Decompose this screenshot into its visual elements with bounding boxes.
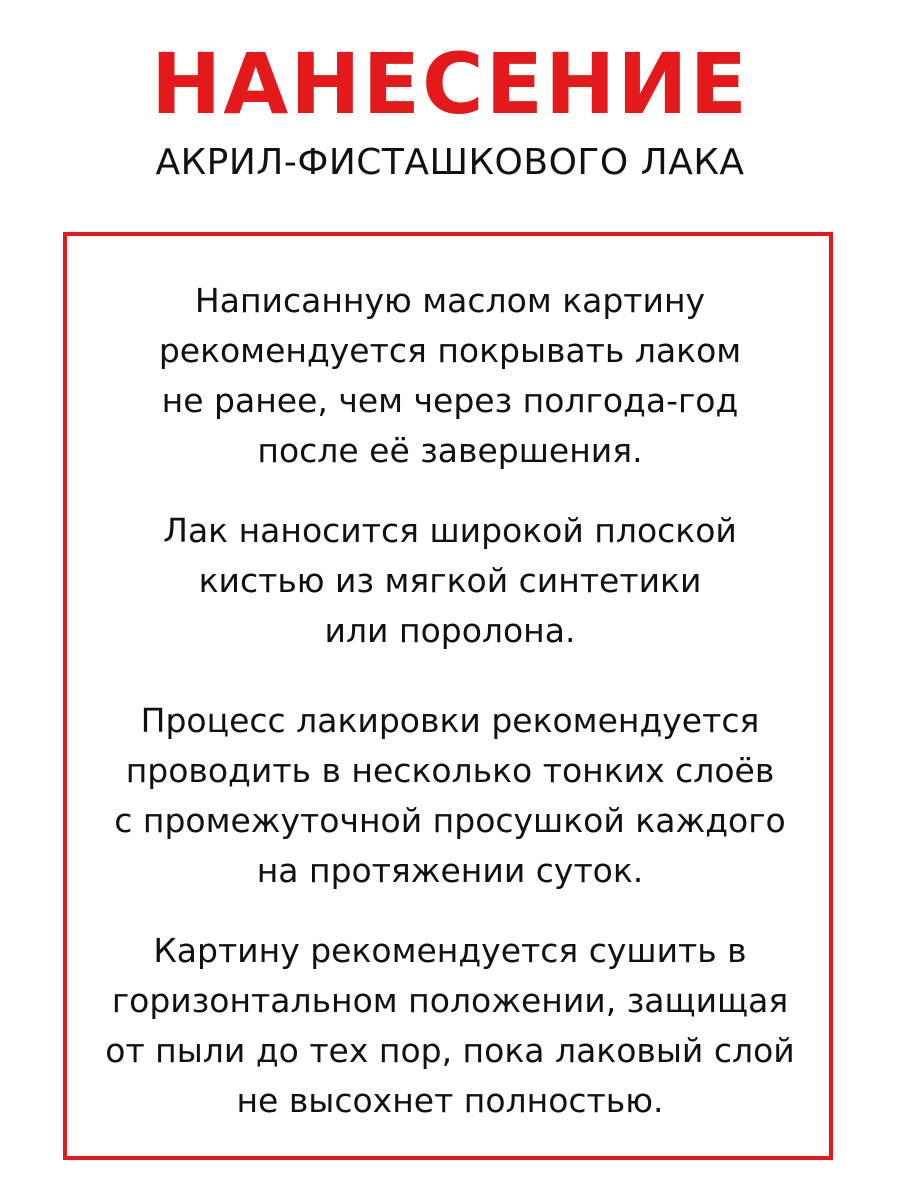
page-title: НАНЕСЕНИЕ xyxy=(150,35,749,133)
paragraph-line: кистью из мягкой синтетики xyxy=(198,561,702,600)
paragraph-line: не высохнет полностью. xyxy=(236,1081,664,1120)
paragraph-line: Картину рекомендуется сушить в xyxy=(153,931,747,970)
paragraph-line: Процесс лакировки рекомендуется xyxy=(140,701,760,740)
paragraph-line: горизонтальном положении, защищая xyxy=(111,981,789,1020)
paragraph-line: или поролона. xyxy=(324,611,576,650)
paragraph-drying xyxy=(0,926,900,1126)
paragraph-line: проводить в несколько тонких слоёв xyxy=(125,751,775,790)
paragraph-application-tools xyxy=(0,506,900,656)
paragraph-line: от пыли до тех пор, пока лаковый слой xyxy=(105,1031,795,1070)
paragraph-layering-process xyxy=(0,696,900,896)
page-subtitle: АКРИЛ-ФИСТАШКОВОГО ЛАКА xyxy=(155,142,745,183)
paragraph-varnish-timing xyxy=(0,276,900,476)
paragraph-line: с промежуточной просушкой каждого xyxy=(114,801,786,840)
paragraph-line: на протяжении суток. xyxy=(256,851,644,890)
paragraph-line: рекомендуется покрывать лаком xyxy=(158,331,742,370)
paragraph-line: Написанную маслом картину xyxy=(194,281,706,320)
paragraph-line: после её завершения. xyxy=(257,431,643,470)
paragraph-line: не ранее, чем через полгода-год xyxy=(161,381,739,420)
paragraph-line: Лак наносится широкой плоской xyxy=(163,511,737,550)
